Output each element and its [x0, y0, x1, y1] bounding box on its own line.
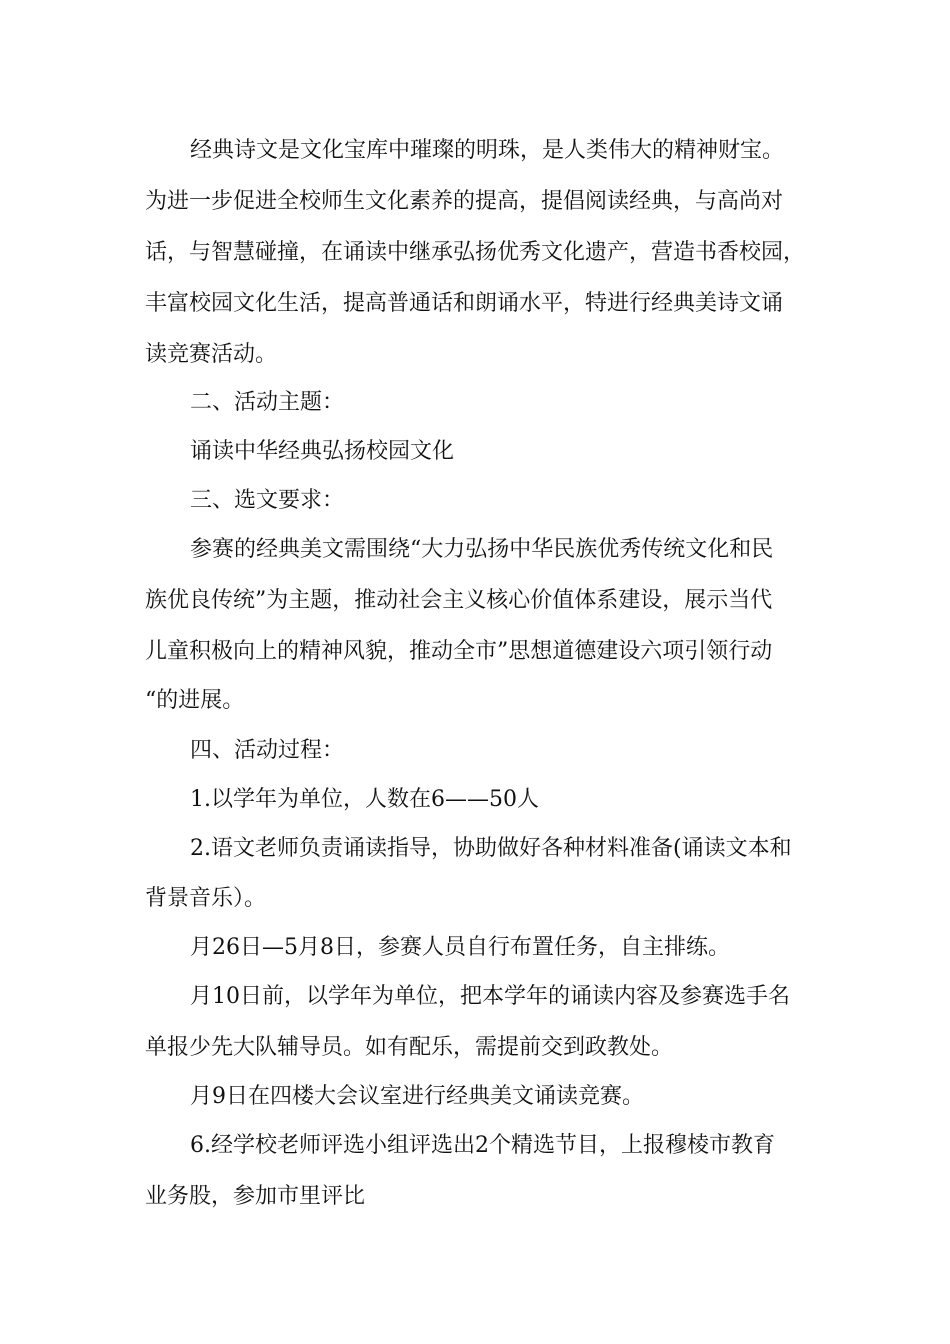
selection-paragraph-line-3: 儿童积极向上的精神风貌，推动全市”思想道德建设六项引领行动: [145, 639, 773, 664]
section-heading-process: 四、活动过程：: [190, 738, 345, 763]
process-item-6-line-2: 业务股，参加市里评比: [145, 1184, 366, 1209]
process-item-4-line-2: 单报少先大队辅导员。如有配乐，需提前交到政教处。: [145, 1035, 674, 1060]
selection-paragraph-line-2: 族优良传统”为主题，推动社会主义核心价值体系建设，展示当代: [145, 588, 773, 613]
process-item-3: 月26日—5月8日，参赛人员自行布置任务，自主排练。: [190, 935, 730, 960]
process-item-2-line-1: 2.语文老师负责诵读指导，协助做好各种材料准备(诵读文本和: [190, 836, 792, 861]
paragraph-intro-line-2: 为进一步促进全校师生文化素养的提高，提倡阅读经典，与高尚对: [145, 189, 784, 214]
process-item-4-line-1: 月10日前，以学年为单位，把本学年的诵读内容及参赛选手名: [190, 984, 790, 1009]
paragraph-intro-line-1: 经典诗文是文化宝库中璀璨的明珠，是人类伟大的精神财宝。: [190, 138, 785, 163]
process-item-2-line-2: 背景音乐）。: [145, 886, 267, 911]
process-item-5: 月9日在四楼大会议室进行经典美文诵读竞赛。: [190, 1084, 644, 1109]
paragraph-intro-line-4: 丰富校园文化生活，提高普通话和朗诵水平，特进行经典美诗文诵: [145, 291, 784, 316]
theme-text: 诵读中华经典弘扬校园文化: [190, 439, 455, 464]
process-item-6-line-1: 6.经学校老师评选小组评选出2个精选节目，上报穆棱市教育: [190, 1133, 775, 1158]
section-heading-selection: 三、选文要求：: [190, 488, 345, 513]
process-item-1: 1.以学年为单位，人数在6——50人: [190, 787, 539, 812]
selection-paragraph-line-4: “的进展。: [145, 688, 245, 713]
selection-paragraph-line-1: 参赛的经典美文需围绕“大力弘扬中华民族优秀传统文化和民: [190, 537, 774, 562]
section-heading-theme: 二、活动主题：: [190, 390, 345, 415]
paragraph-intro-line-5: 读竞赛活动。: [145, 342, 278, 367]
paragraph-intro-line-3: 话，与智慧碰撞，在诵读中继承弘扬优秀文化遗产，营造书香校园，: [145, 240, 806, 265]
